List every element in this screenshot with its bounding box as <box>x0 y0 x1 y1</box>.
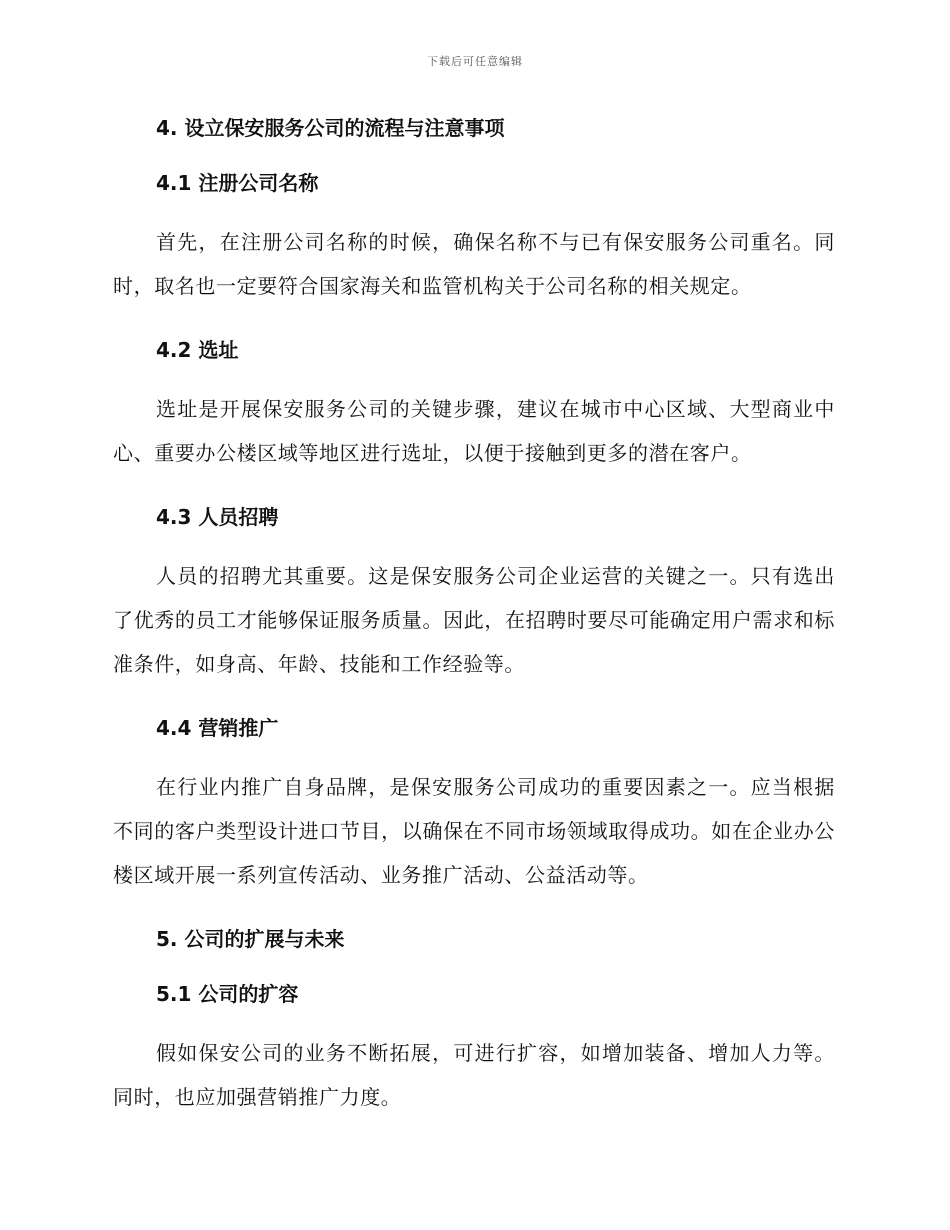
section-heading-4-2: 4.2 选址 <box>156 338 239 362</box>
section-heading-5-1: 5.1 公司的扩容 <box>156 982 299 1006</box>
paragraph-5-1: 假如保安公司的业务不断拓展，可进行扩容，如增加装备、增加人力等。同时，也应加强营销推广力度。 <box>113 1041 835 1109</box>
section-heading-4-4: 4.4 营销推广 <box>156 716 279 740</box>
section-heading-4-3: 4.3 人员招聘 <box>156 505 279 529</box>
section-heading-4-1: 4.1 注册公司名称 <box>156 171 319 195</box>
paragraph-4-1: 首先，在注册公司名称的时候，确保名称不与已有保安服务公司重名。同时，取名也一定要符合国家海关和监管机构关于公司名称的相关规定。 <box>113 230 835 298</box>
paragraph-4-4: 在行业内推广自身品牌，是保安服务公司成功的重要因素之一。应当根据不同的客户类型设计进口节目，以确保在不同市场领域取得成功。如在企业办公楼区域开展一系列宣传活动、业务推广活动、公益活动等。 <box>113 775 835 887</box>
paragraph-4-2: 选址是开展保安服务公司的关键步骤，建议在城市中心区域、大型商业中心、重要办公楼区域等地区进行选址，以便于接触到更多的潜在客户。 <box>113 397 835 465</box>
paragraph-4-3: 人员的招聘尤其重要。这是保安服务公司企业运营的关键之一。只有选出了优秀的员工才能够保证服务质量。因此，在招聘时要尽可能确定用户需求和标准条件，如身高、年龄、技能和工作经验等。 <box>113 564 835 676</box>
section-heading-5: 5. 公司的扩展与未来 <box>156 927 345 951</box>
section-heading-4: 4. 设立保安服务公司的流程与注意事项 <box>156 116 505 140</box>
document-body <box>113 110 835 1119</box>
page-header: 下载后可任意编辑 <box>427 55 523 68</box>
